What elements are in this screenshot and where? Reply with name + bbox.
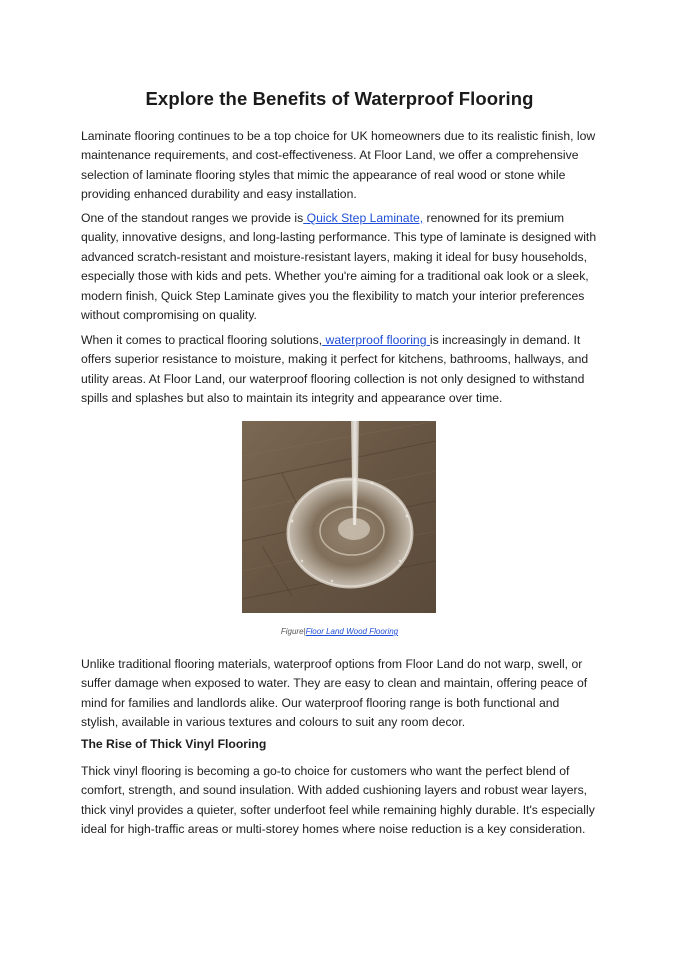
paragraph-laminate-intro: Laminate flooring continues to be a top choice for UK homeowners due to its realistic finish, low maintenance requirements, and cost-effectiveness. At Floor Land, we offer a comprehensive selection of laminate flooring styles that mimic the appearance of real wood or stone while providing enhanced durability and easy installation. [81, 129, 596, 202]
floor-photo [242, 421, 436, 613]
paragraph-thick-vinyl: Thick vinyl flooring is becoming a go-to choice for customers who want the perfect blend of comfort, strength, and sound insulation. With added cushioning layers and robust wear layers, thick vinyl provides a quieter, softer underfoot feel while remaining highly durable. It's especially ideal for high-traffic areas or multi-storey homes where noise reduction is a key consideration. [81, 764, 595, 837]
paragraph-text: One of the standout ranges we provide is [81, 211, 304, 225]
paragraph-waterproof-benefits: Unlike traditional flooring materials, waterproof options from Floor Land do not warp, swell, or suffer damage when exposed to water. They are easy to clean and maintain, offering peace of mind for families and landlords alike. Our waterproof flooring range is both functional and stylish, available in various textures and colours to suit any room decor. [81, 657, 588, 730]
figure-caption [0, 627, 679, 636]
paragraph-text: When it comes to practical flooring solutions, [81, 333, 323, 347]
paragraph-waterproof [81, 331, 597, 409]
paragraph-text: is increasingly in demand. It offers superior resistance to moisture, making it perfect for kitchens, bathrooms, hallways, and utility areas. At Floor Land, our waterproof flooring collection is not only designed to withstand spills and splashes but also to maintain its integrity and appearance over time. [81, 333, 589, 406]
caption-prefix: Figure| [280, 627, 306, 636]
water-on-wood-floor-image [242, 421, 436, 613]
floor-land-wood-flooring-link[interactable]: Floor Land Wood Flooring [305, 627, 399, 636]
page-title: Explore the Benefits of Waterproof Flooring [145, 88, 534, 109]
waterproof-flooring-link[interactable]: waterproof flooring [322, 333, 430, 347]
paragraph-text: renowned for its premium quality, innovative designs, and long-lasting performance. This type of laminate is designed with advanced scratch-resistant and moisture-resistant layers, making it ideal for busy households, especially those with kids and pets. Whether you're aiming for a traditional oak look or a sleek, modern finish, Quick Step Laminate gives you the flexibility to match your interior preferences without compromising on quality. [81, 211, 597, 323]
section-subheading: The Rise of Thick Vinyl Flooring [81, 737, 267, 751]
quick-step-laminate-link[interactable]: Quick Step Laminate, [303, 211, 424, 225]
paragraph-quick-step [81, 209, 597, 325]
